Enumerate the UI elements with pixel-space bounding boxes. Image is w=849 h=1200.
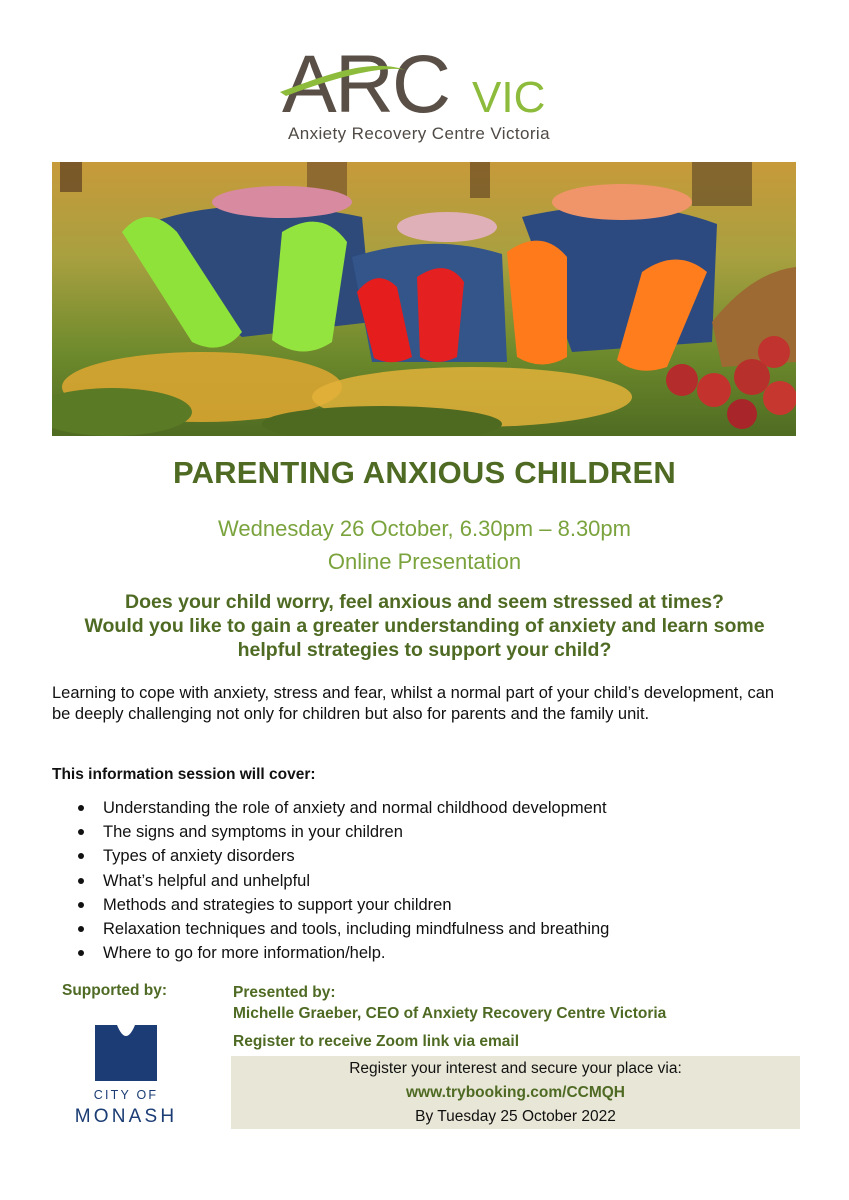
intro-paragraph: Learning to cope with anxiety, stress and fear, whilst a normal part of your child’s development, can be deeply challenging not only for children but also for parents and the family unit. [52,684,775,723]
list-item [78,796,609,820]
list-item-text: The signs and symptoms in your children [103,823,403,842]
list-item [78,917,609,941]
list-item [78,820,609,844]
bullet-icon [78,805,84,811]
lead-questions [40,590,809,662]
arcvic-logo [278,36,578,148]
presenter-block [233,982,666,1024]
list-item-text: Understanding the role of anxiety and normal childhood development [103,799,607,817]
arcvic-logo-mark [278,36,578,126]
bullet-icon [78,926,84,932]
logo-subtitle: Anxiety Recovery Centre Victoria [288,124,550,143]
registration-box [231,1056,800,1129]
event-details [0,512,849,578]
session-cover-heading: This information session will cover: [52,766,316,783]
event-date: Wednesday 26 October, 6.30pm – 8.30pm [218,516,631,541]
question-line: Would you like to gain a greater understanding of anxiety and learn some [84,615,765,637]
city-of-monash-logo [66,1022,186,1134]
question-line: helpful strategies to support your child? [237,639,612,661]
hero-photo [52,162,796,436]
monash-mark-icon [95,1025,157,1081]
list-item-text: Where to go for more information/help. [103,944,386,963]
supported-by-label: Supported by: [62,982,168,999]
register-zoom-note: Register to receive Zoom link via email [233,1033,520,1050]
page-title: PARENTING ANXIOUS CHILDREN [173,455,676,490]
presenter-name: Michelle Graeber, CEO of Anxiety Recovery Centre Victoria [233,1005,667,1022]
bullet-icon [78,902,84,908]
bullet-icon [78,950,84,956]
list-item [78,941,609,965]
registration-intro: Register your interest and secure your place via: [349,1060,682,1077]
list-item [78,844,609,868]
list-item-text: Methods and strategies to support your children [103,895,452,914]
registration-link[interactable]: www.trybooking.com/CCMQH [405,1084,625,1101]
question-line: Does your child worry, feel anxious and seem stressed at times? [125,591,724,613]
monash-city-text: CITY OF [93,1088,159,1102]
registration-deadline: By Tuesday 25 October 2022 [415,1108,616,1125]
topic-list [78,796,609,965]
list-item-text: Types of anxiety disorders [103,847,295,866]
list-item-text: Relaxation techniques and tools, including mindfulness and breathing [103,920,610,939]
list-item-text: What’s helpful and unhelpful [103,871,311,890]
svg-text:VIC: VIC [472,73,546,122]
children-socks-illustration [52,162,796,436]
monash-name-text: MONASH [74,1106,178,1127]
bullet-icon [78,878,84,884]
list-item [78,893,609,917]
event-format: Online Presentation [327,549,522,574]
bullet-icon [78,829,84,835]
list-item [78,869,609,893]
bullet-icon [78,853,84,859]
svg-text:ARC: ARC [282,39,450,126]
presented-by-label: Presented by: [233,984,336,1001]
